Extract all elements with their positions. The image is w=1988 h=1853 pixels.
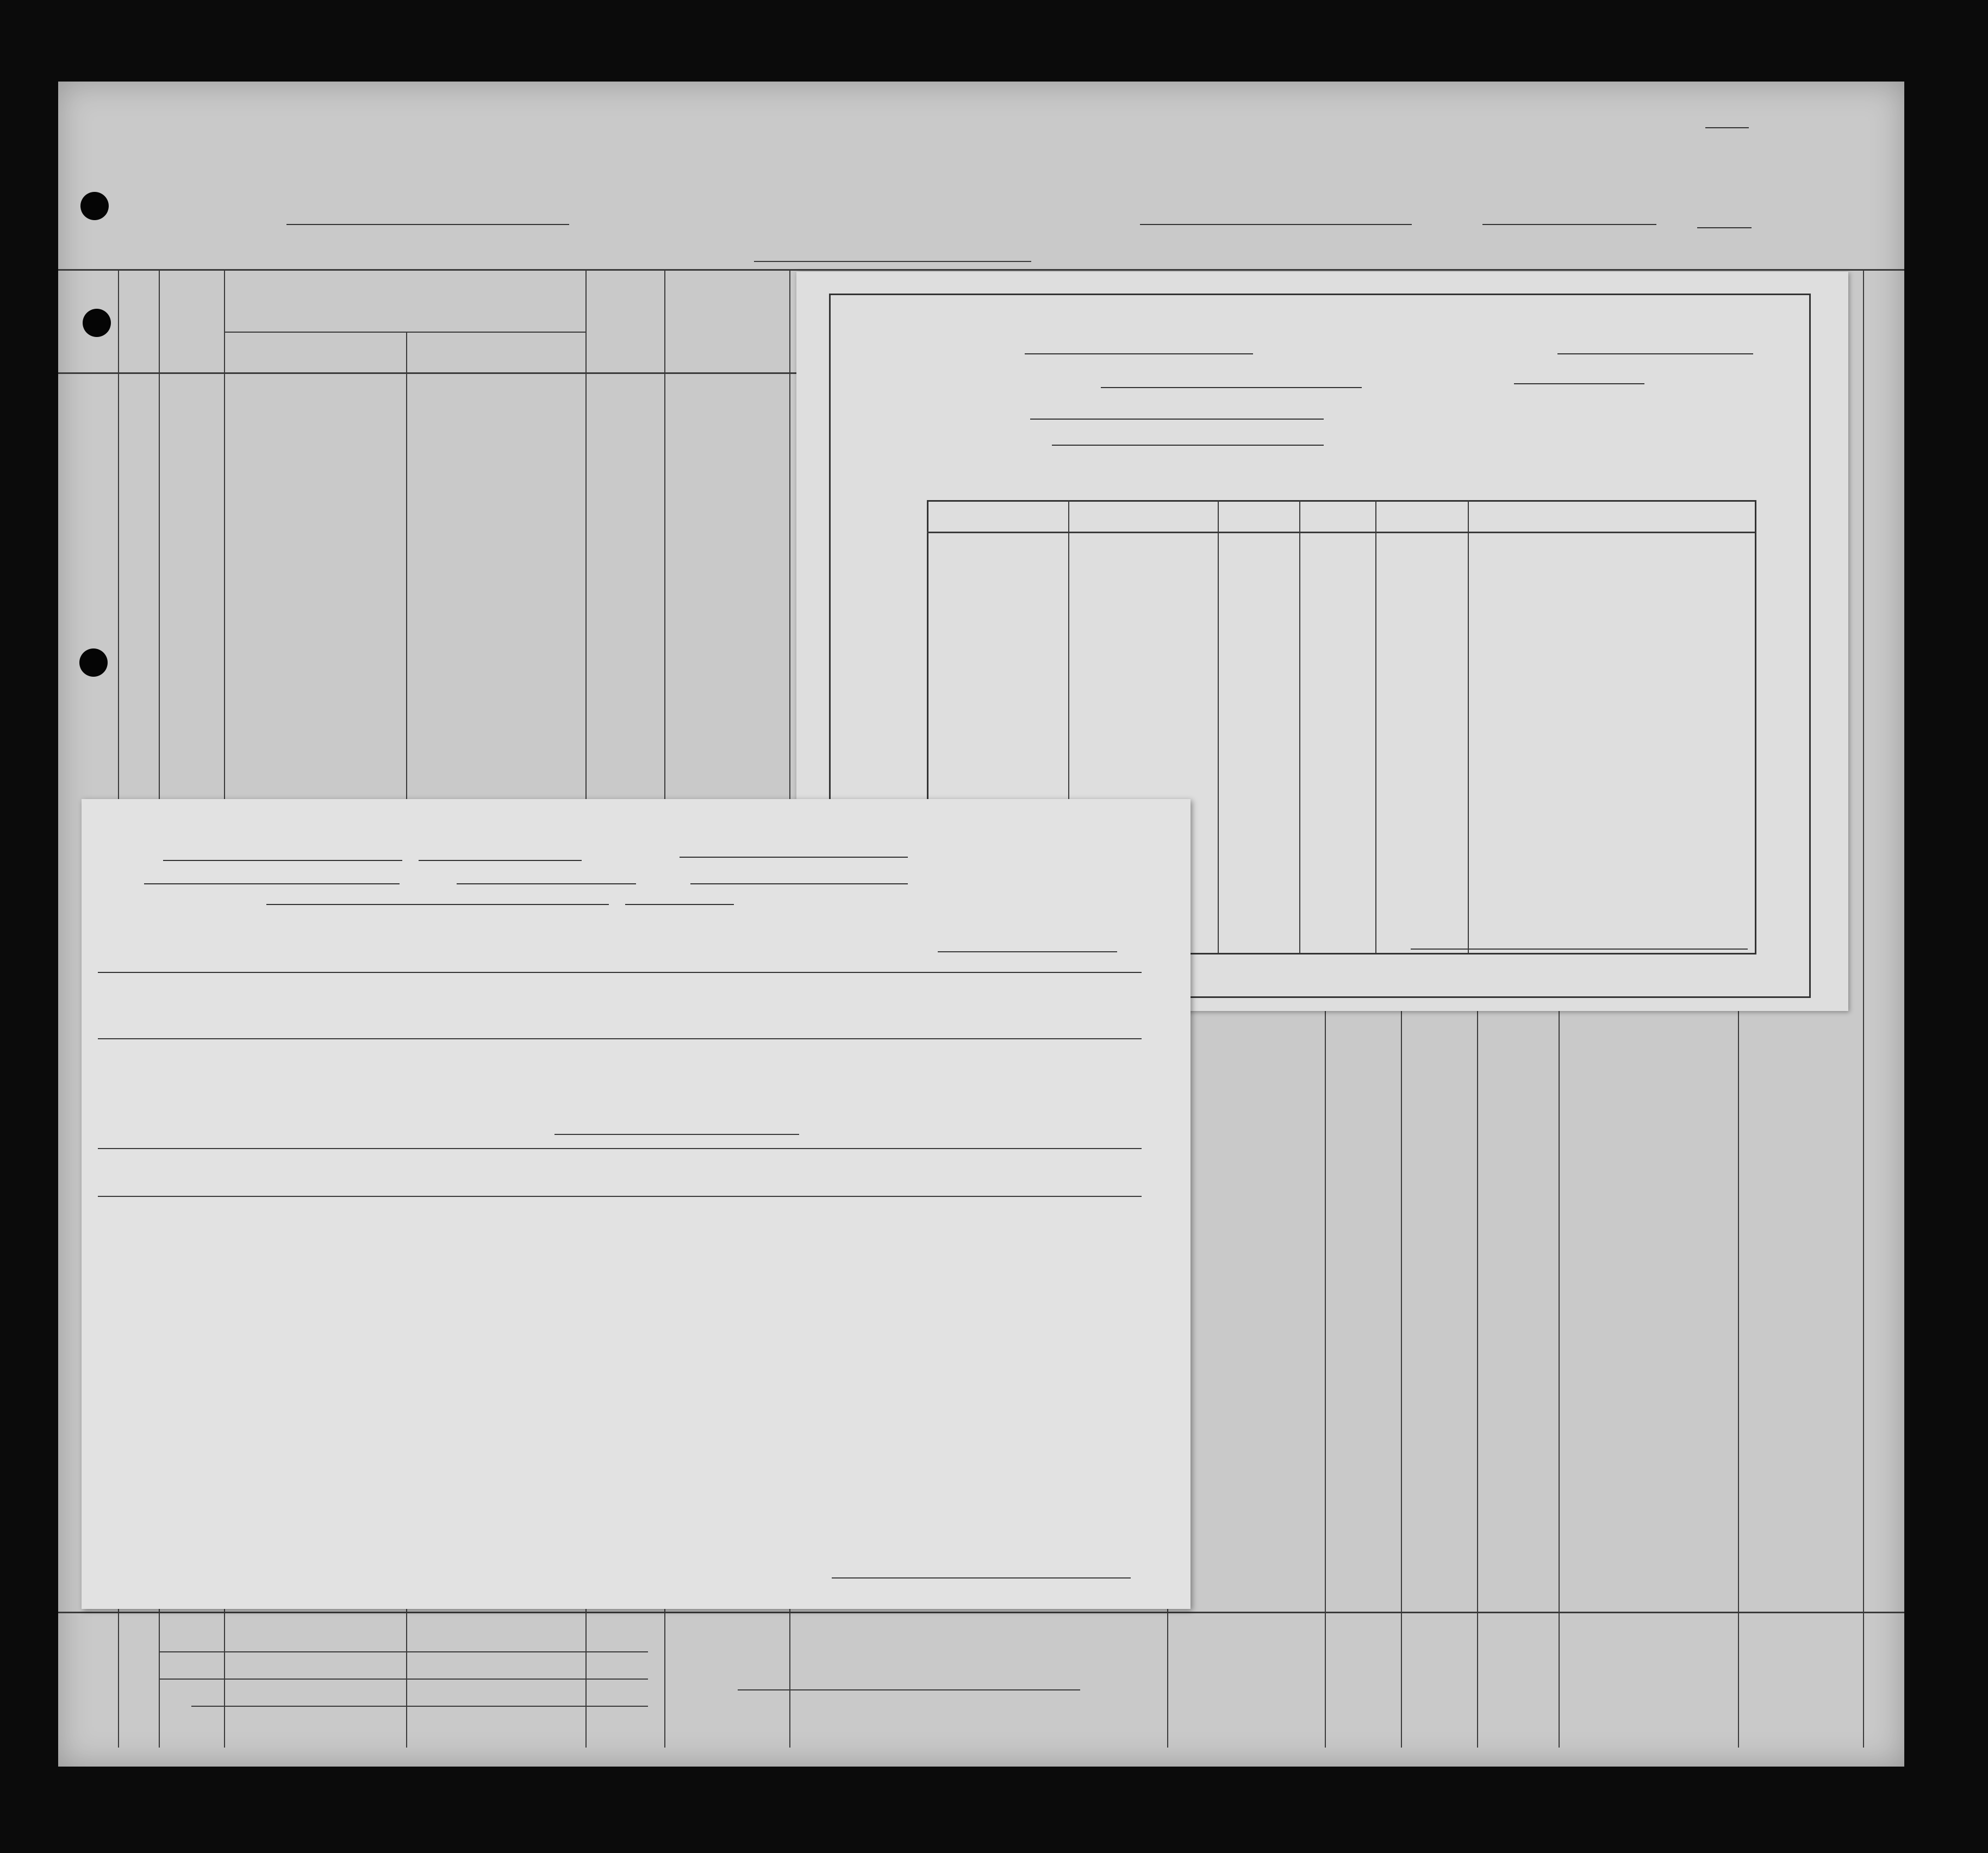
year-value [1697,227,1752,228]
table-top-rule [58,269,1904,271]
from-value [1030,419,1324,420]
plane-value [1025,353,1253,354]
crew-col-rule-3 [1299,500,1300,953]
landing-stamp [1101,387,1362,388]
departure-place [163,860,402,861]
captain-sig-line [1411,949,1748,950]
nationality-value [1514,383,1644,384]
commander-value [690,883,908,884]
owners-blank [159,1679,648,1680]
right-col-rule-3 [1401,1006,1402,1748]
sheet-number [1678,102,1749,127]
right-col-rule-4 [1477,1006,1478,1748]
entry-declaration-form [82,799,1191,1609]
signature-line [832,1577,1131,1579]
right-col-rule-6 [1738,1006,1739,1748]
pass-table-header-rule [98,1196,1142,1197]
inspector-blank [738,1689,1080,1690]
line-blank [159,1651,648,1652]
punch-hole [80,192,109,220]
owned-value [144,883,400,884]
crew-table-header-rule [927,532,1755,533]
departure-date [419,860,582,861]
date-value [1482,224,1656,225]
right-col-rule-7 [1863,269,1864,1748]
right-col-rule-2 [1325,1006,1326,1748]
sheet-value [1705,102,1749,128]
address-value [457,883,636,884]
aliens-table [98,972,1142,1117]
crew-col-rule-5 [1468,500,1469,953]
crew-col-rule-4 [1375,500,1376,953]
punch-hole [79,648,108,677]
right-col-rule-5 [1559,1006,1560,1748]
table-header-rule [58,372,808,374]
aircraft-value [680,857,908,858]
name-subheader-rule [224,332,585,333]
crew-col-rule-2 [1218,500,1219,953]
arriving-value [1140,224,1412,225]
consigned-value [1052,445,1324,446]
sailing-blank [754,261,1031,262]
arrived-date [625,904,734,905]
embarked-blank [554,1134,799,1135]
date-value-crew [1557,353,1753,354]
notation-rule [938,951,1117,952]
punch-hole [83,309,111,337]
aliens-table-header-rule [98,1038,1142,1039]
arrived-value [266,904,609,905]
footer-rule [58,1612,1904,1613]
agents-blank [191,1706,648,1707]
pass-table-top [98,1148,1142,1149]
vessel-value [286,224,569,225]
